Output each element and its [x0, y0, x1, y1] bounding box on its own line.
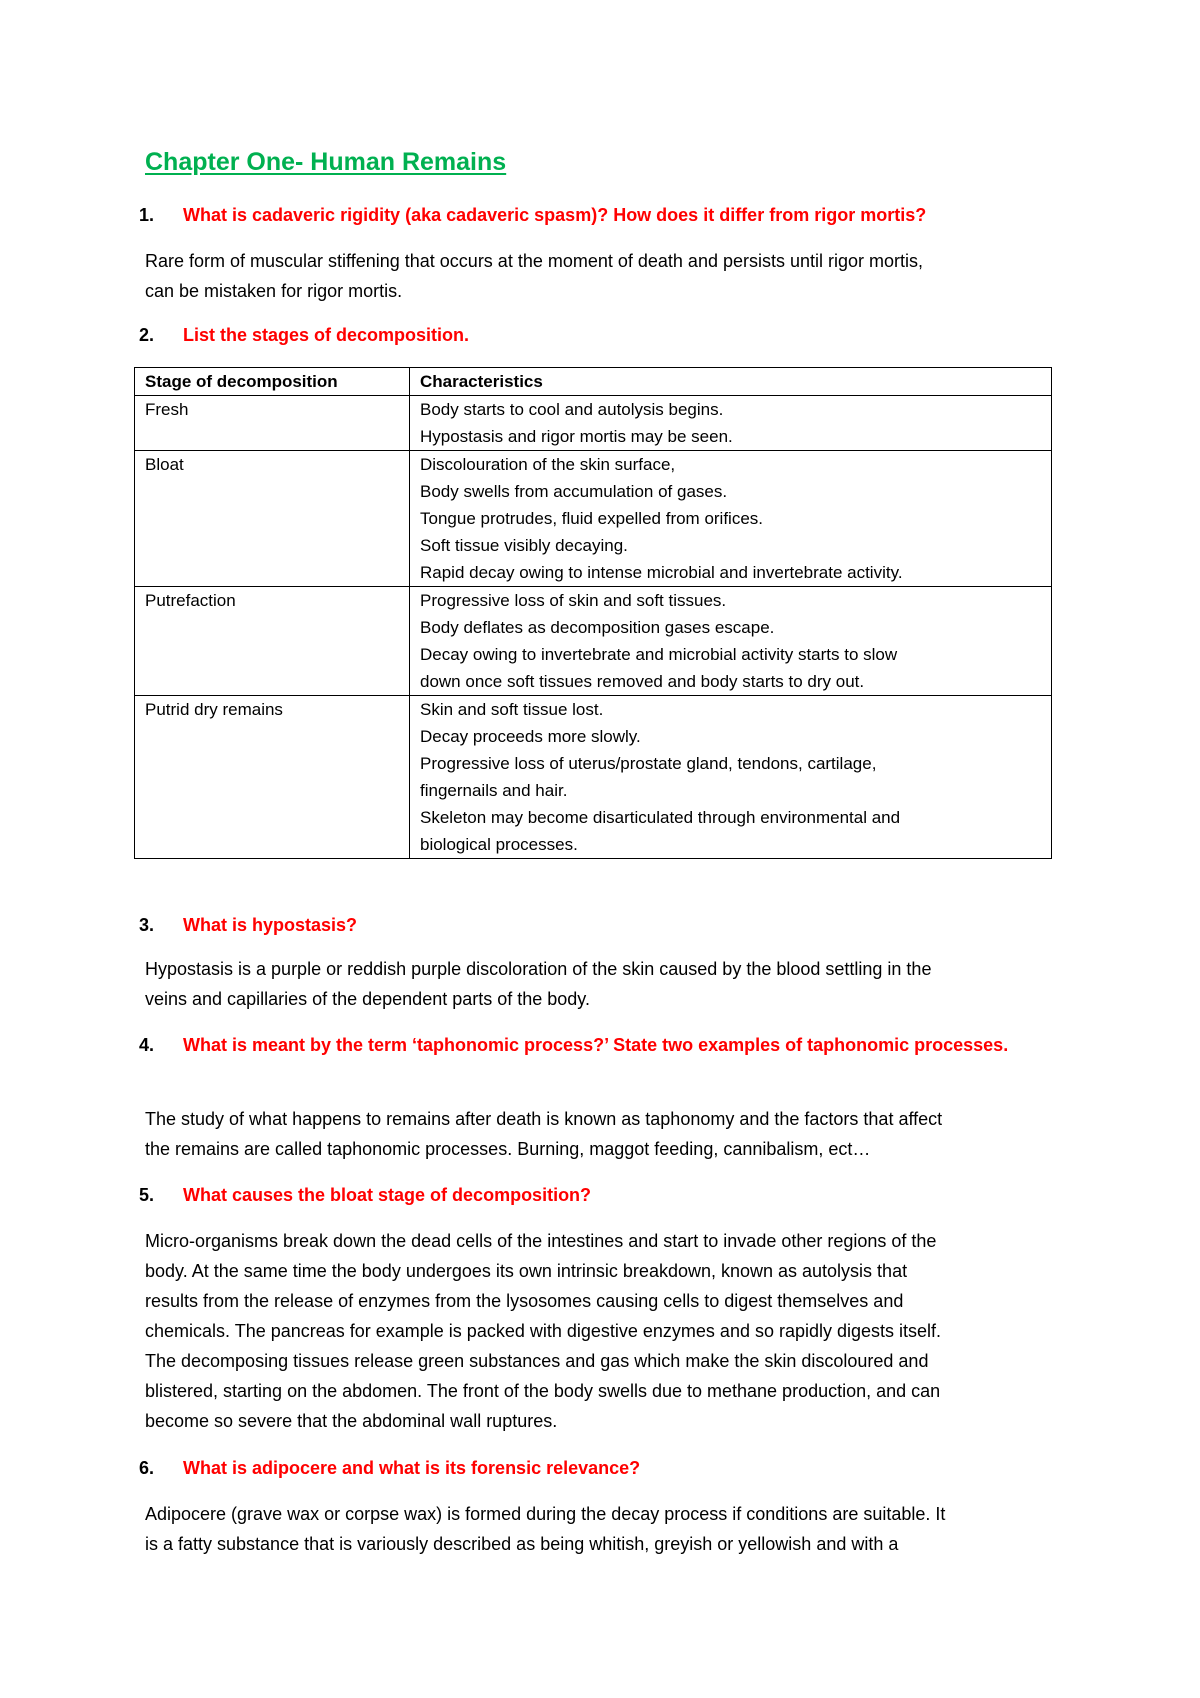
characteristic-line: fingernails and hair.	[420, 781, 568, 800]
answer-3	[145, 954, 1075, 1014]
answer-4	[145, 1104, 1075, 1164]
characteristics-cell	[410, 451, 1052, 587]
answer-line: The decomposing tissues release green substances and gas which make the skin discoloured and	[145, 1351, 929, 1371]
answer-line: can be mistaken for rigor mortis.	[145, 281, 403, 301]
answer-line: results from the release of enzymes from the lysosomes causing cells to digest themselves and	[145, 1291, 904, 1311]
answer-6	[145, 1499, 1075, 1559]
question-text: What causes the bloat stage of decomposition?	[183, 1185, 592, 1205]
question-text: What is hypostasis?	[183, 915, 358, 935]
question-text: What is adipocere and what is its forensic relevance?	[183, 1458, 641, 1478]
question-number: 6.	[139, 1458, 155, 1478]
characteristic-line: Body starts to cool and autolysis begins.	[420, 400, 724, 419]
table-row	[135, 696, 1052, 859]
question-4	[139, 1030, 1023, 1060]
characteristics-cell	[410, 696, 1052, 859]
answer-line: Hypostasis is a purple or reddish purple discoloration of the skin caused by the blood settling in the	[145, 959, 932, 979]
answer-line: veins and capillaries of the dependent parts of the body.	[145, 989, 590, 1009]
answer-line: the remains are called taphonomic processes. Burning, maggot feeding, cannibalism, ect…	[145, 1139, 871, 1159]
question-number: 3.	[139, 915, 155, 935]
stage-cell: Fresh	[135, 396, 410, 451]
answer-line: Adipocere (grave wax or corpse wax) is formed during the decay process if conditions are suitable. It	[145, 1504, 946, 1524]
stage-cell: Bloat	[135, 451, 410, 587]
question-number: 4.	[139, 1035, 155, 1055]
characteristic-line: Progressive loss of skin and soft tissues.	[420, 591, 727, 610]
stage-cell: Putrefaction	[135, 587, 410, 696]
characteristic-line: Skin and soft tissue lost.	[420, 700, 604, 719]
decomposition-stages-table	[134, 367, 1052, 859]
answer-line: become so severe that the abdominal wall ruptures.	[145, 1411, 558, 1431]
table-header-stage: Stage of decomposition	[135, 368, 410, 396]
answer-line: body. At the same time the body undergoes its own intrinsic breakdown, known as autolysis that	[145, 1261, 908, 1281]
characteristic-line: Hypostasis and rigor mortis may be seen.	[420, 427, 733, 446]
answer-line: blistered, starting on the abdomen. The front of the body swells due to methane production, and can	[145, 1381, 941, 1401]
characteristic-line: Body swells from accumulation of gases.	[420, 482, 728, 501]
table-row	[135, 451, 1052, 587]
characteristic-line: Skeleton may become disarticulated through environmental and	[420, 808, 901, 827]
question-text: What is meant by the term ‘taphonomic process?’ State two examples of taphonomic processes.	[183, 1035, 1009, 1055]
characteristics-cell	[410, 587, 1052, 696]
question-2	[139, 320, 470, 350]
characteristic-line: Progressive loss of uterus/prostate gland, tendons, cartilage,	[420, 754, 877, 773]
question-5	[139, 1180, 592, 1210]
answer-1	[145, 246, 1075, 306]
table-row	[135, 396, 1052, 451]
answer-line: Micro-organisms break down the dead cells of the intestines and start to invade other regions of the	[145, 1231, 937, 1251]
chapter-title: Chapter One- Human Remains	[145, 148, 507, 176]
question-text: List the stages of decomposition.	[183, 325, 470, 345]
question-text: What is cadaveric rigidity (aka cadaveric spasm)? How does it differ from rigor mortis?	[183, 205, 927, 225]
table-row	[135, 587, 1052, 696]
answer-5	[145, 1226, 1075, 1436]
answer-line: chemicals. The pancreas for example is packed with digestive enzymes and so rapidly digests itself.	[145, 1321, 942, 1341]
question-number: 1.	[139, 205, 155, 225]
question-3	[139, 910, 358, 940]
characteristic-line: Discolouration of the skin surface,	[420, 455, 676, 474]
question-1	[139, 200, 927, 230]
question-number: 5.	[139, 1185, 155, 1205]
characteristic-line: Decay owing to invertebrate and microbial activity starts to slow	[420, 645, 898, 664]
characteristic-line: Body deflates as decomposition gases escape.	[420, 618, 775, 637]
characteristic-line: Rapid decay owing to intense microbial and invertebrate activity.	[420, 563, 903, 582]
question-number: 2.	[139, 325, 155, 345]
answer-line: is a fatty substance that is variously described as being whitish, greyish or yellowish and with a	[145, 1534, 899, 1554]
characteristic-line: down once soft tissues removed and body starts to dry out.	[420, 672, 865, 691]
answer-line: Rare form of muscular stiffening that occurs at the moment of death and persists until rigor mortis,	[145, 251, 924, 271]
table-header-row	[135, 368, 1052, 396]
answer-line: The study of what happens to remains after death is known as taphonomy and the factors that affect	[145, 1109, 943, 1129]
characteristics-cell	[410, 396, 1052, 451]
characteristic-line: Decay proceeds more slowly.	[420, 727, 641, 746]
characteristic-line: Soft tissue visibly decaying.	[420, 536, 628, 555]
question-6	[139, 1453, 641, 1483]
table-header-characteristics: Characteristics	[410, 368, 1052, 396]
characteristic-line: biological processes.	[420, 835, 578, 854]
stage-cell: Putrid dry remains	[135, 696, 410, 859]
characteristic-line: Tongue protrudes, fluid expelled from orifices.	[420, 509, 764, 528]
